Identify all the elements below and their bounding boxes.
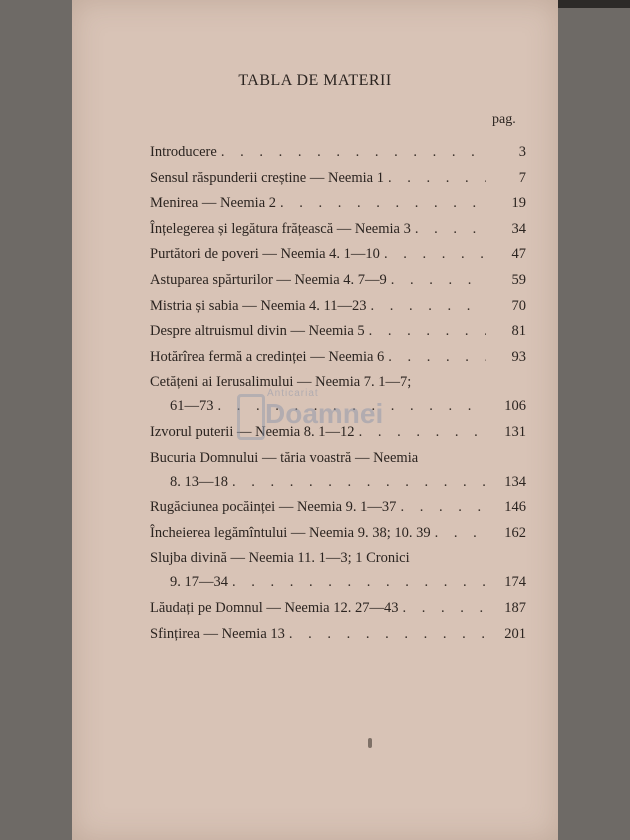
dot-leader (232, 570, 486, 594)
toc-entry-title: Introducere (150, 144, 217, 160)
toc-entry-title: Menirea — Neemia 2 (150, 195, 277, 212)
dot-leader (369, 319, 486, 343)
toc-entry (150, 268, 526, 292)
toc-entry-continuation: 8. 13—18 (170, 473, 228, 490)
toc-entry-title: Purtători de poveri — Neemia 4. 1—10 (150, 246, 380, 263)
watermark-logo (237, 388, 477, 438)
watermark-big-text: Doamnei (265, 398, 384, 429)
dot-leader (232, 470, 486, 494)
dot-leader (388, 345, 486, 369)
toc-entry-title: Mistria și sabia — Neemia 4. 11—23 (150, 297, 367, 314)
toc-entry (150, 446, 526, 494)
dot-leader (384, 242, 486, 266)
toc-page-number: 47 (511, 246, 526, 263)
dot-leader (289, 622, 486, 646)
toc-entry-title: Despre altruismul divin — Neemia 5 (150, 323, 365, 340)
toc-entry (150, 166, 526, 190)
toc-page-number: 146 (504, 499, 526, 516)
paper-speck (368, 738, 372, 748)
dot-leader (391, 268, 486, 292)
toc-entry (150, 191, 526, 215)
toc-entry-continuation: 61—73 (170, 398, 214, 415)
toc-entry-title: Sensul răspunderii creștine — Neemia 1 (150, 169, 384, 186)
toc-page-number: 131 (504, 423, 526, 440)
toc-page-number: 187 (504, 599, 526, 616)
toc-entry-title: Încheierea legămîntului — Neemia 9. 38; 10. 39 (150, 524, 431, 541)
toc-entry-title: Sfințirea — Neemia 13 (150, 625, 285, 642)
watermark-frame-icon (237, 394, 265, 440)
toc-page-number: 201 (504, 625, 526, 642)
toc-page-number: 70 (511, 297, 526, 314)
dot-leader (402, 596, 486, 620)
toc-entry (150, 596, 526, 620)
toc-page-number: 106 (504, 398, 526, 415)
toc-page-number: 93 (511, 348, 526, 365)
toc-page-number: 59 (511, 271, 526, 288)
toc-entry (150, 242, 526, 266)
toc-entry-title: Lăudați pe Domnul — Neemia 12. 27—43 (150, 599, 399, 616)
toc-page-number: 34 (511, 220, 526, 237)
toc-page-number: 3 (518, 144, 526, 160)
toc-entry-title: Cetățeni ai Ierusalimului — Neemia 7. 1—7; (150, 374, 412, 391)
toc-entry-title: Înțelegerea și legătura frățească — Neemia 3 (150, 220, 411, 237)
toc-entry (150, 140, 526, 164)
toc-entry-continuation: 9. 17—34 (170, 574, 228, 591)
dot-leader (435, 521, 486, 545)
page-title: TABLA DE MATERII (238, 72, 392, 89)
toc-entry (150, 546, 526, 594)
toc-entry-title: Hotărîrea fermă a credinței — Neemia 6 (150, 348, 385, 365)
toc-page-number: 7 (518, 169, 526, 186)
dot-leader (371, 294, 486, 318)
dot-leader (400, 495, 486, 519)
toc-entry (150, 319, 526, 343)
toc-page-number: 134 (504, 473, 526, 490)
dot-leader (221, 140, 486, 164)
toc-entry (150, 217, 526, 241)
toc-entry (150, 345, 526, 369)
toc-entry-title: Bucuria Domnului — tăria voastră — Neemia (150, 449, 419, 466)
toc-entry (150, 495, 526, 519)
toc-page-number: 81 (511, 323, 526, 340)
book-page (72, 0, 558, 840)
toc-entry-title: Rugăciunea pocăinței — Neemia 9. 1—37 (150, 499, 397, 516)
toc-entry (150, 521, 526, 545)
toc-page-number: 19 (511, 195, 526, 212)
toc-entry-title: Izvorul puterii — Neemia 8. 1—12 (150, 423, 355, 440)
toc-page-number: 174 (504, 574, 526, 591)
dot-leader (388, 166, 486, 190)
toc-page-number: 162 (504, 524, 526, 541)
watermark-small-text: Anticariat (267, 388, 319, 399)
dot-leader (415, 217, 486, 241)
page-column-label: pag. (492, 112, 516, 127)
toc-entry-title: Slujba divină — Neemia 11. 1—3; 1 Cronici (150, 550, 410, 567)
toc-entry (150, 294, 526, 318)
dot-leader (280, 191, 486, 215)
toc-entry-title: Astuparea spărturilor — Neemia 4. 7—9 (150, 271, 387, 288)
toc-entry (150, 622, 526, 646)
